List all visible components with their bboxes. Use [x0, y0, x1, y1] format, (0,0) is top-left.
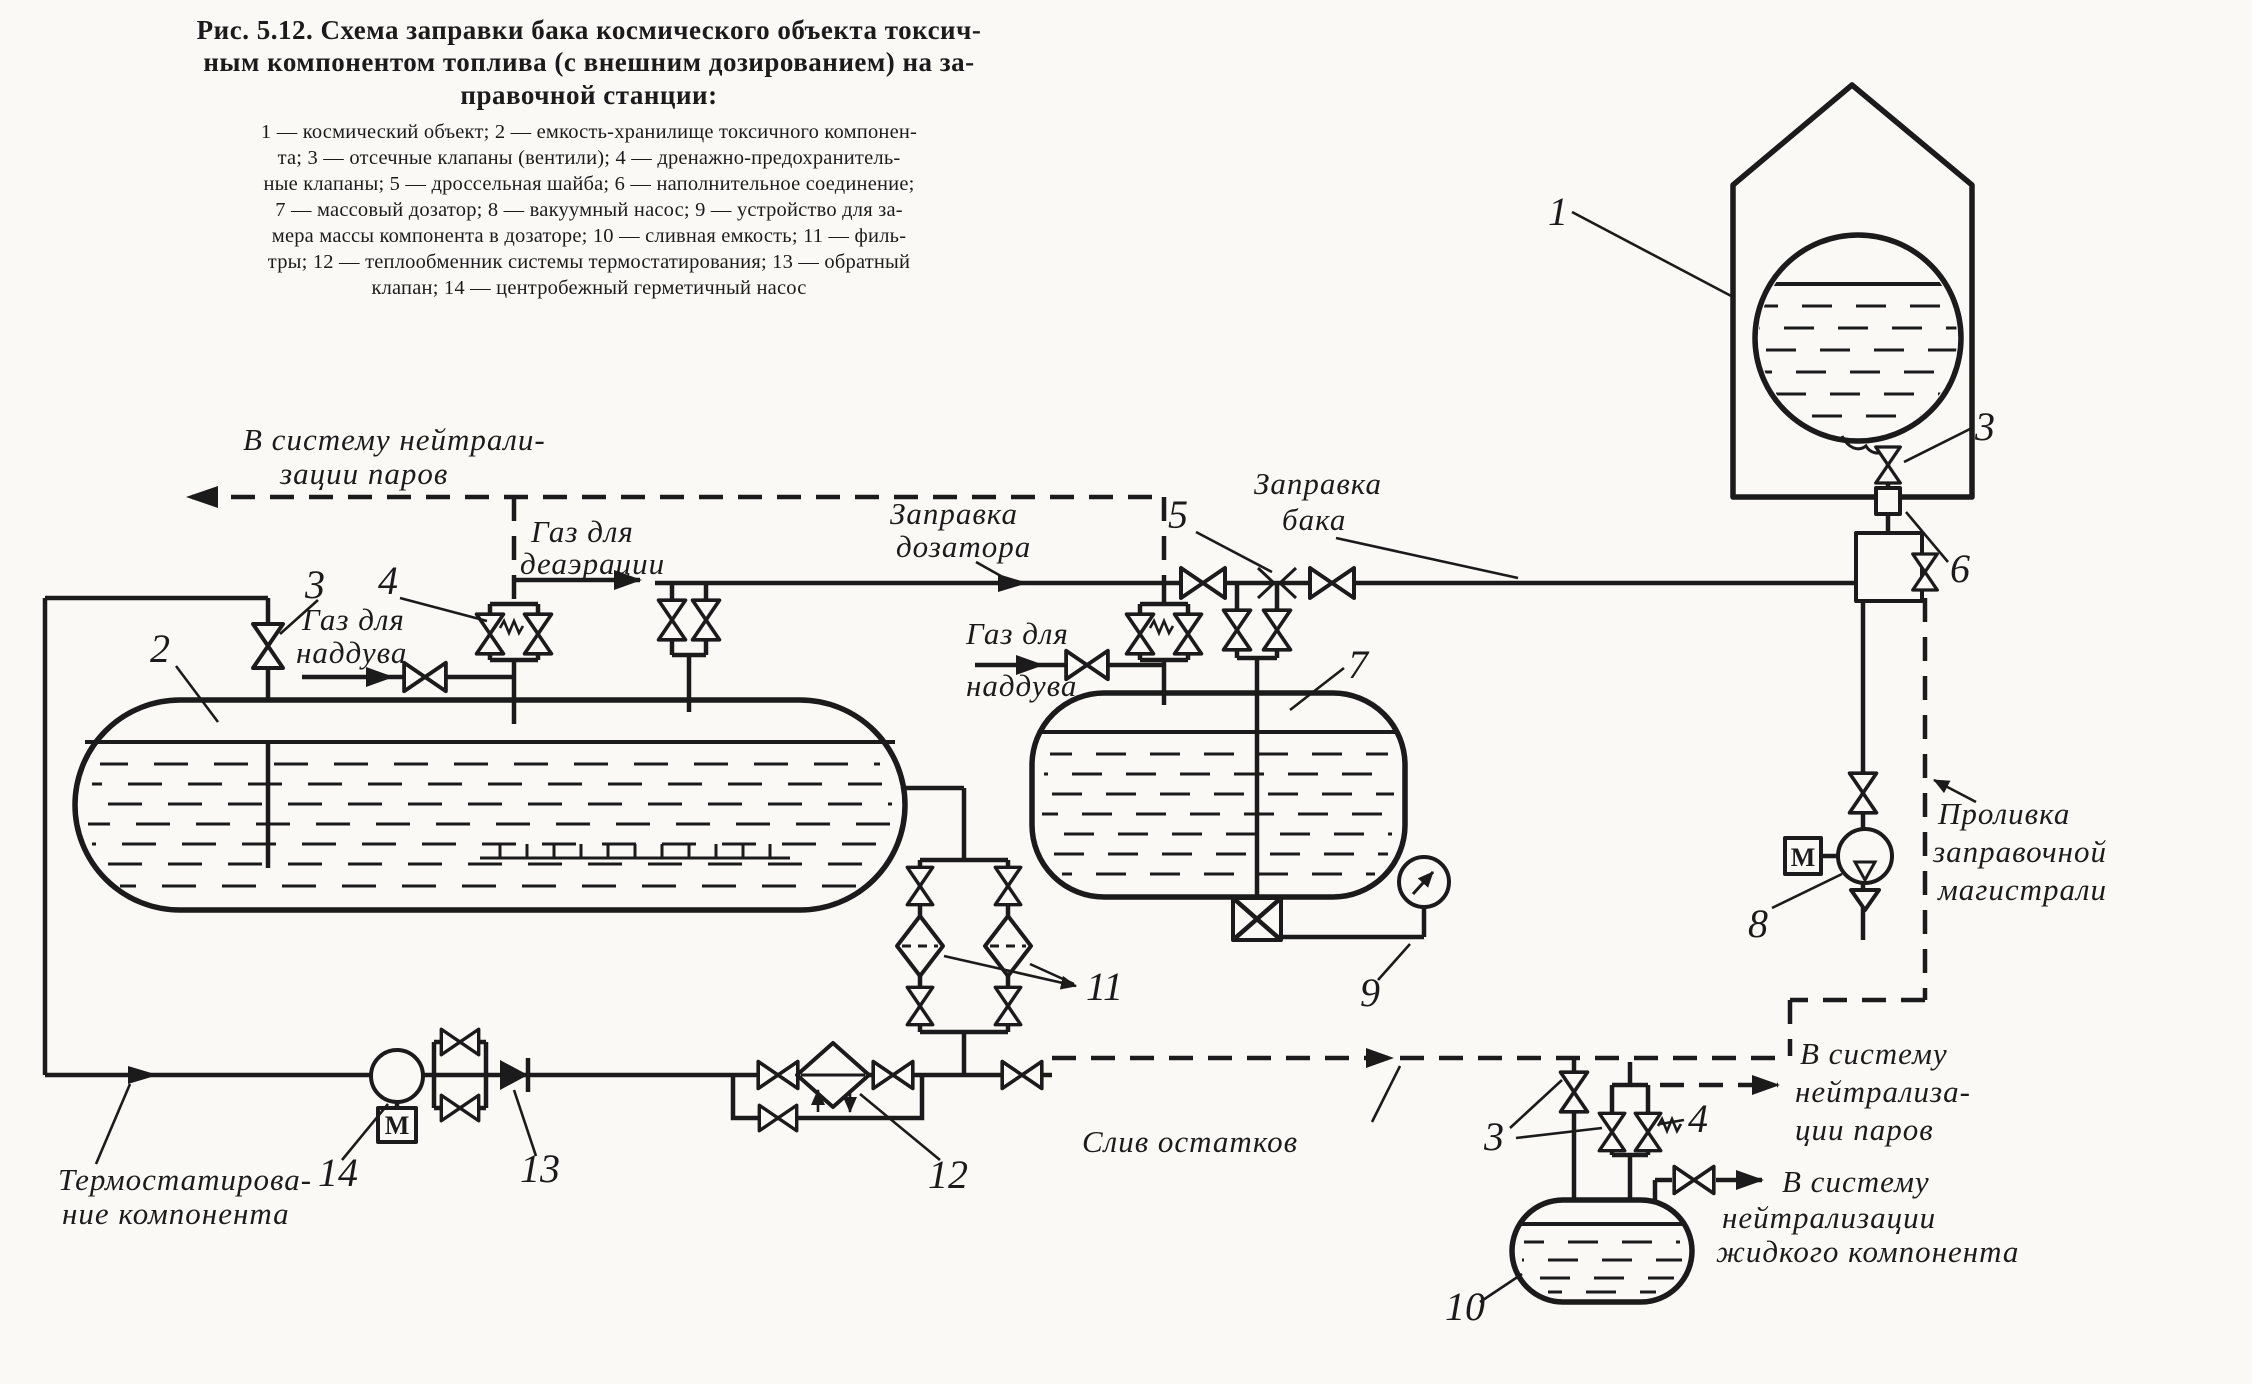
relief-valve-icon	[1175, 614, 1202, 654]
relief-valve-icon	[1635, 1113, 1661, 1150]
label-to-liquid-neutralization: В систему	[1782, 1164, 1930, 1199]
label-line-flushing: магистрали	[1938, 872, 2108, 907]
spacecraft-1	[1733, 85, 1972, 601]
label-pressurization-gas: наддува	[966, 668, 1078, 703]
hx-bypass-valve-icon	[759, 1105, 796, 1131]
drain-valve-icon	[1002, 1062, 1042, 1089]
storage-tank-2	[75, 700, 905, 910]
legend-line: та; 3 — отсечные клапаны (вентили); 4 — дренажно-предохранитель-	[277, 147, 901, 170]
spacecraft-tank-sphere	[1755, 235, 1961, 441]
legend-line: клапан; 14 — центробежный герметичный насос	[371, 277, 807, 300]
callout-4: 4	[1688, 1096, 1708, 1141]
legend-line: мера массы компонента в дозаторе; 10 — сливная емкость; 11 — филь-	[271, 225, 907, 248]
spring-icon	[1150, 621, 1173, 633]
callout-2: 2	[150, 626, 170, 671]
vent-icon	[1851, 890, 1879, 910]
motor-label: М	[1790, 843, 1816, 872]
filter-valve-icon	[907, 867, 933, 904]
callout-6: 6	[1950, 546, 1970, 591]
manifold-valve-icon	[1181, 568, 1225, 598]
label-pressurization-gas: наддува	[296, 635, 408, 670]
pump-bypass-valve-icon	[441, 1029, 478, 1055]
label-pressurization-gas: Газ для	[302, 602, 405, 637]
legend-line: 7 — массовый дозатор; 8 — вакуумный насос; 9 — устройство для за-	[275, 199, 903, 222]
callout-3: 3	[1484, 1114, 1504, 1159]
manifold-valve-icon	[1310, 568, 1354, 598]
callout-3: 3	[305, 562, 325, 607]
label-to-vapor-neutralization: В систему	[1800, 1036, 1948, 1071]
label-gas-deaeration: Газ для	[531, 514, 634, 549]
label-doser-filling: Заправка	[890, 496, 1019, 531]
callout-1: 1	[1548, 189, 1568, 234]
deaeration-valve-icon	[693, 600, 720, 640]
outlet-valve-icon	[1674, 1167, 1714, 1194]
doser-valve-icon	[1224, 610, 1251, 650]
hx-valve-icon	[873, 1062, 913, 1089]
figure-title-line: ным компонентом топлива (с внешним дозированием) на за-	[203, 47, 975, 78]
vapor-left-arrow-icon	[186, 486, 218, 508]
doser-tank-7	[1032, 693, 1405, 898]
figure-title-line: Рис. 5.12. Схема заправки бака космического объекта токсич-	[196, 15, 982, 45]
vacuum-pump-icon	[1838, 829, 1892, 883]
shutoff-valve-icon	[1561, 1072, 1588, 1112]
label-to-vapor-neutralization: В систему нейтрали-	[243, 422, 546, 457]
pump-icon	[371, 1050, 423, 1102]
callout-3: 3	[1975, 404, 1995, 449]
vacuum-valve-icon	[1850, 773, 1877, 813]
label-gas-deaeration: деаэрации	[520, 546, 666, 581]
legend-line: 1 — космический объект; 2 — емкость-хранилище токсичного компонен-	[260, 121, 918, 144]
label-tank-filling: Заправка	[1254, 466, 1383, 501]
callout-13: 13	[520, 1146, 560, 1191]
label-to-vapor-neutralization: зации паров	[280, 456, 449, 491]
drain-tank-10	[1512, 1200, 1692, 1302]
deaeration-valve-icon	[659, 600, 686, 640]
label-doser-filling: дозатора	[896, 529, 1032, 564]
relief-valve-icon	[1599, 1113, 1625, 1150]
circulation-pump-14	[371, 1050, 423, 1142]
label-thermostating: ние компонента	[62, 1196, 290, 1231]
shutoff-valve-icon	[253, 624, 283, 668]
filter-valve-icon	[995, 987, 1021, 1024]
label-line-flushing: Проливка	[1938, 796, 2071, 831]
gas-valve-icon	[404, 663, 446, 692]
label-line-flushing: заправочной	[1933, 834, 2108, 869]
label-to-vapor-neutralization: нейтрализа-	[1795, 1074, 1971, 1109]
filter-valve-icon	[995, 867, 1021, 904]
relief-valve-icon	[1127, 614, 1154, 654]
callout-5: 5	[1168, 492, 1188, 537]
check-valve-icon	[500, 1060, 528, 1090]
callout-10: 10	[1445, 1284, 1485, 1329]
legend-line: тры; 12 — теплообменник системы термостатирования; 13 — обратный	[267, 251, 911, 274]
callout-14: 14	[318, 1150, 358, 1195]
vacuum-pump-8	[1785, 773, 1892, 910]
doser-valve-icon	[1264, 610, 1291, 650]
flow-arrow-icon	[128, 1066, 158, 1084]
pump-bypass-valve-icon	[441, 1095, 478, 1121]
filter-icon	[897, 916, 943, 976]
callout-12: 12	[928, 1152, 968, 1197]
relief-valve-icon	[525, 614, 552, 654]
fill-connector-6	[1876, 488, 1900, 514]
label-residual-drain: Слив остатков	[1082, 1124, 1299, 1159]
callout-7: 7	[1348, 642, 1368, 687]
tank10-shell	[1512, 1200, 1692, 1302]
filter-valve-icon	[907, 987, 933, 1024]
label-thermostating: Термостатирова-	[58, 1162, 313, 1197]
hx-valve-icon	[758, 1062, 798, 1089]
callout-11: 11	[1086, 964, 1124, 1009]
mass-device-icon	[1233, 898, 1281, 940]
callout-4: 4	[378, 558, 398, 603]
filters-11	[897, 867, 1031, 1024]
label-to-vapor-neutralization: ции паров	[1795, 1112, 1934, 1147]
callout-8: 8	[1748, 901, 1768, 946]
motor-label: М	[384, 1111, 410, 1140]
tank2-level-comb	[480, 844, 790, 858]
spring-icon	[500, 621, 523, 633]
legend-line: ные клапаны; 5 — дроссельная шайба; 6 — наполнительное соединение;	[263, 173, 915, 196]
label-pressurization-gas: Газ для	[966, 616, 1069, 651]
label-to-liquid-neutralization: жидкого компонента	[1716, 1234, 2020, 1269]
flush-return-line	[1790, 598, 1925, 1056]
callout-9: 9	[1360, 970, 1380, 1015]
label-tank-filling: бака	[1282, 502, 1347, 537]
figure-title-line: правочной станции:	[460, 79, 718, 110]
check-valve-13	[500, 1058, 528, 1092]
gauge-pipe	[1281, 906, 1424, 937]
label-to-liquid-neutralization: нейтрализации	[1722, 1200, 1937, 1235]
shutoff-valve-icon	[1876, 447, 1901, 483]
